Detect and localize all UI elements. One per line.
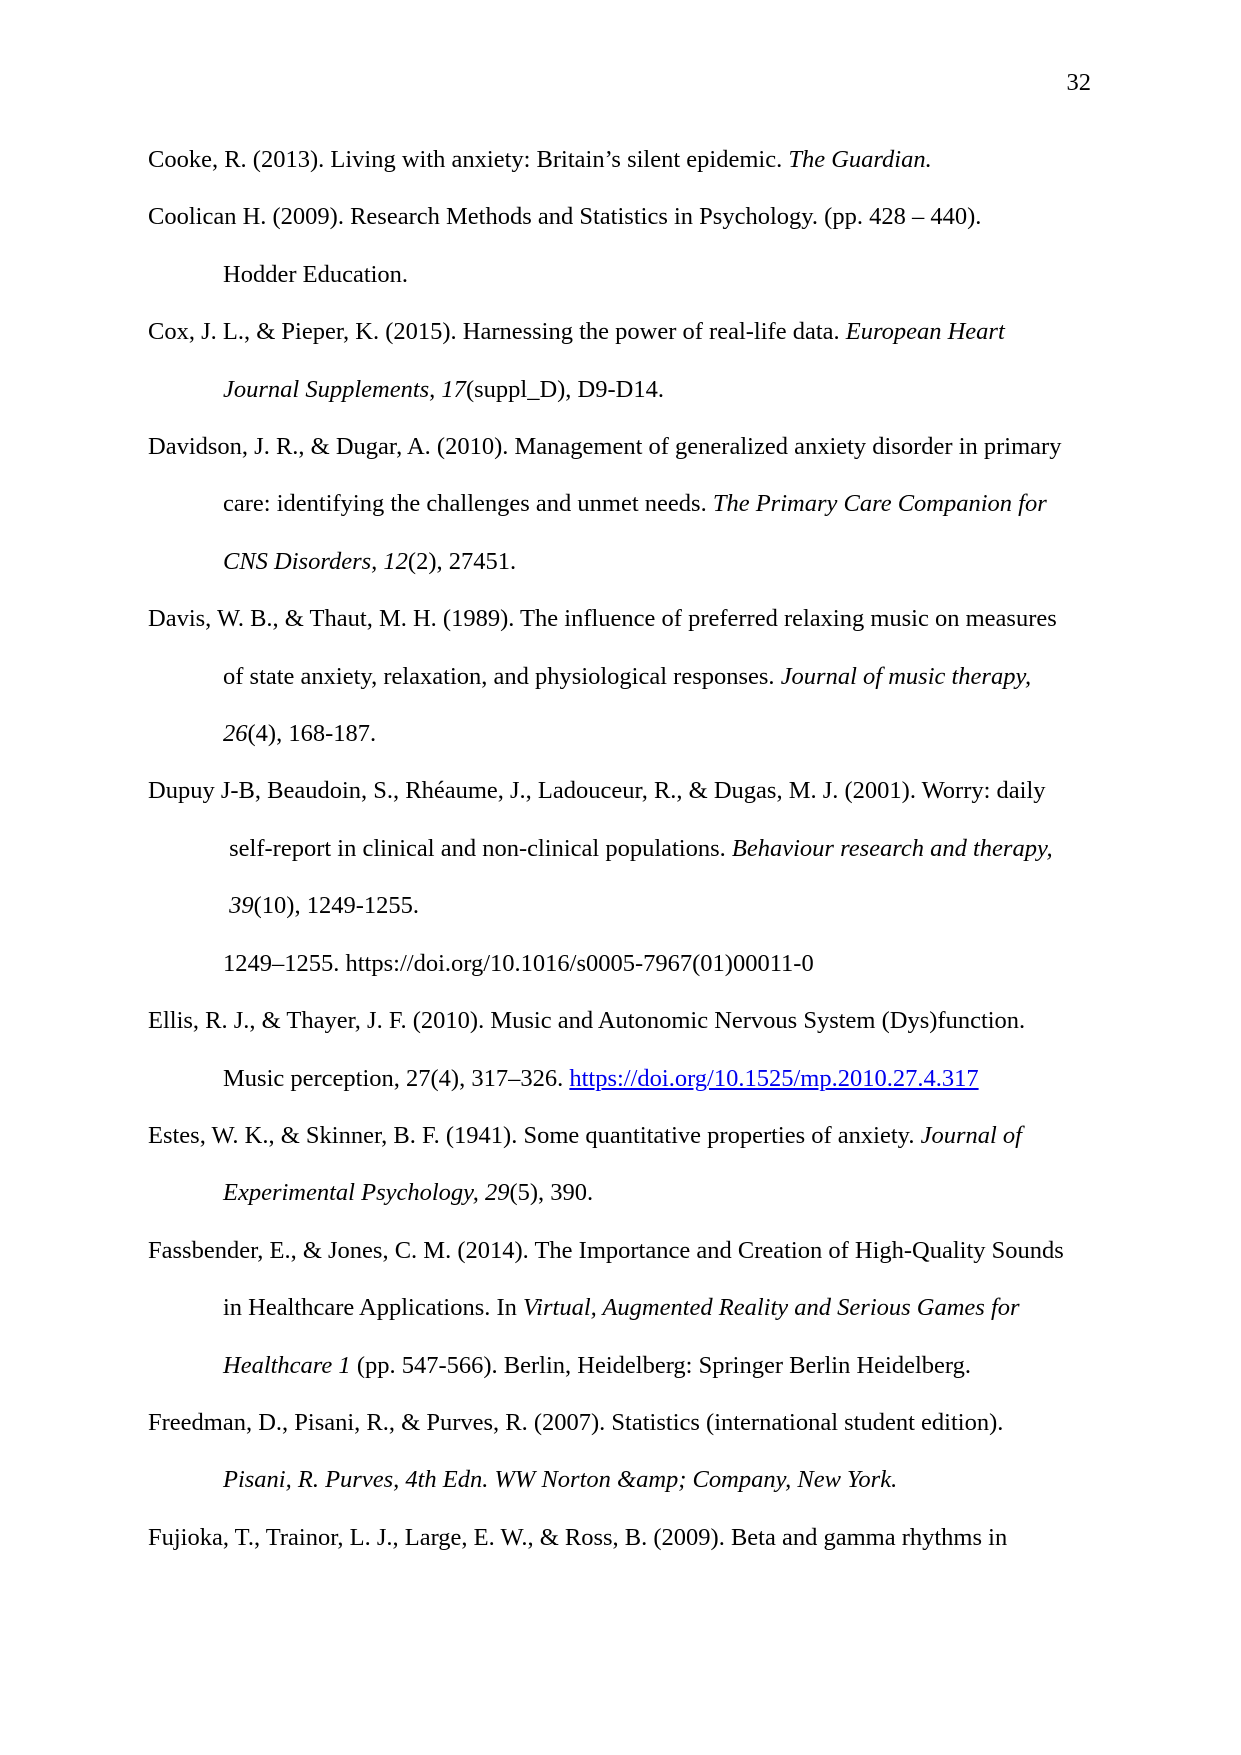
regular-text: Hodder Education.	[223, 260, 409, 288]
italic-text: Behaviour research and therapy,	[731, 834, 1053, 862]
regular-text: Fassbender, E., & Jones, C. M. (2014). The Importance and Creation of High-Quality Sounds	[148, 1236, 1064, 1264]
regular-text: in Healthcare Applications. In	[223, 1294, 524, 1322]
regular-text: (pp. 547-566). Berlin, Heidelberg: Springer Berlin Heidelberg.	[350, 1351, 971, 1379]
regular-text: Cooke, R. (2013). Living with anxiety: Britain’s silent epidemic.	[148, 146, 789, 173]
reference-line-first	[148, 762, 1108, 819]
reference-line-continuation	[148, 648, 1108, 705]
reference-line-continuation	[148, 820, 1108, 877]
reference-entry	[148, 762, 1108, 992]
regular-text: (4), 168-187.	[247, 720, 377, 748]
italic-text: Journal of	[920, 1121, 1022, 1149]
italic-text: Experimental Psychology, 29	[223, 1179, 510, 1207]
regular-text: Coolican H. (2009). Research Methods and Statistics in Psychology. (pp. 428 – 440).	[148, 203, 982, 231]
reference-line-first	[148, 1509, 1108, 1566]
reference-entry	[148, 1394, 1108, 1509]
italic-text: 26	[223, 720, 248, 748]
reference-line-first	[148, 418, 1108, 475]
reference-line-continuation	[148, 1451, 1108, 1508]
italic-text: 39	[223, 892, 254, 920]
italic-text: Journal of music therapy,	[780, 662, 1032, 690]
reference-entry	[148, 1107, 1108, 1222]
reference-entry	[148, 188, 1108, 303]
reference-line-continuation	[148, 361, 1108, 418]
regular-text: care: identifying the challenges and unmet needs.	[223, 490, 713, 518]
reference-line-continuation	[148, 935, 1108, 992]
regular-text: 1249–1255. https://doi.org/10.1016/s0005-7967(01)00011-0	[223, 949, 814, 977]
regular-text: (10), 1249-1255.	[253, 892, 419, 920]
regular-text: Fujioka, T., Trainor, L. J., Large, E. W., & Ross, B. (2009). Beta and gamma rhythms in	[148, 1523, 1008, 1551]
reference-line-first	[148, 303, 1108, 360]
reference-line-continuation	[148, 1337, 1108, 1394]
regular-text: Davis, W. B., & Thaut, M. H. (1989). The influence of preferred relaxing music on measures	[148, 605, 1057, 633]
reference-line-first	[148, 188, 1108, 245]
regular-text: Music perception, 27(4), 317–326.	[223, 1064, 570, 1092]
italic-text: Journal Supplements, 17	[223, 375, 466, 403]
reference-line-continuation	[148, 1279, 1108, 1336]
reference-entry	[148, 1222, 1108, 1394]
regular-text: Davidson, J. R., & Dugar, A. (2010). Management of generalized anxiety disorder in primary	[148, 433, 1062, 461]
regular-text: Cox, J. L., & Pieper, K. (2015). Harnessing the power of real-life data.	[148, 318, 846, 346]
italic-text: Healthcare 1	[223, 1351, 351, 1379]
reference-entry	[148, 1509, 1108, 1566]
reference-line-first	[148, 131, 1108, 188]
reference-line-continuation	[148, 1164, 1108, 1221]
reference-line-first	[148, 590, 1108, 647]
reference-line-continuation	[148, 533, 1108, 590]
reference-entry	[148, 992, 1108, 1107]
italic-text: The Primary Care Companion for	[712, 490, 1047, 518]
regular-text: Ellis, R. J., & Thayer, J. F. (2010). Music and Autonomic Nervous System (Dys)function.	[148, 1007, 1026, 1035]
reference-entry	[148, 590, 1108, 762]
italic-text: CNS Disorders, 12	[223, 547, 408, 575]
reference-line-first	[148, 992, 1108, 1049]
reference-entry	[148, 418, 1108, 590]
reference-line-continuation	[148, 475, 1108, 532]
regular-text: of state anxiety, relaxation, and physiological responses.	[223, 662, 781, 690]
regular-text: (suppl_D), D9-D14.	[465, 375, 664, 403]
reference-entry	[148, 303, 1108, 418]
page-number: 32	[1066, 69, 1091, 96]
reference-line-continuation	[148, 246, 1108, 303]
regular-text: (2), 27451.	[407, 547, 517, 575]
doi-link[interactable]: https://doi.org/10.1525/mp.2010.27.4.317	[569, 1064, 979, 1092]
reference-line-continuation	[148, 877, 1108, 934]
regular-text: (5), 390.	[509, 1179, 594, 1207]
regular-text: Estes, W. K., & Skinner, B. F. (1941). Some quantitative properties of anxiety.	[148, 1121, 921, 1149]
italic-text: Pisani, R. Purves, 4th Edn. WW Norton &amp; Company, New York.	[223, 1466, 898, 1494]
reference-line-continuation	[148, 1050, 1108, 1107]
italic-text: The Guardian.	[788, 146, 932, 173]
reference-entry	[148, 131, 1108, 188]
regular-text: Dupuy J-B, Beaudoin, S., Rhéaume, J., Ladouceur, R., & Dugas, M. J. (2001). Worry: daily	[148, 777, 1046, 805]
regular-text: self-report in clinical and non-clinical populations.	[223, 834, 732, 862]
reference-list	[148, 131, 1108, 1566]
regular-text: Freedman, D., Pisani, R., & Purves, R. (2007). Statistics (international student edition).	[148, 1408, 1004, 1436]
reference-line-continuation	[148, 705, 1108, 762]
reference-line-first	[148, 1394, 1108, 1451]
italic-text: Virtual, Augmented Reality and Serious Games for	[523, 1294, 1020, 1322]
reference-line-first	[148, 1222, 1108, 1279]
reference-line-first	[148, 1107, 1108, 1164]
italic-text: European Heart	[845, 318, 1005, 346]
